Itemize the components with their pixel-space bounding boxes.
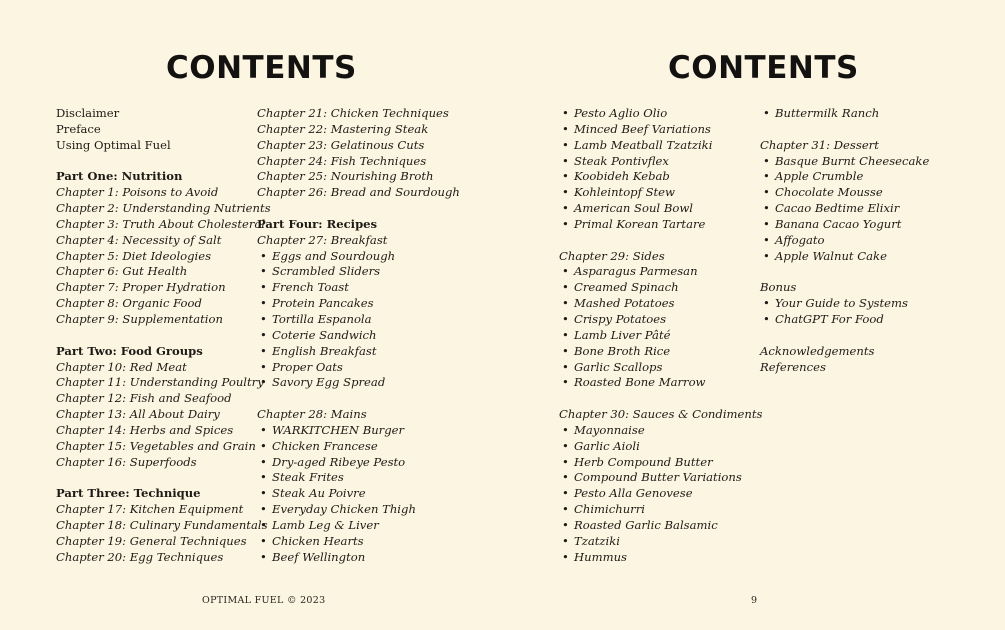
toc-recipe-item: • Eggs and Sourdough: [257, 249, 460, 265]
toc-recipe-item: • Lamb Liver Pâté: [559, 328, 762, 344]
toc-chapter-entry: Chapter 18: Culinary Fundamentals: [56, 517, 268, 532]
toc-recipe-item: • WARKITCHEN Burger: [257, 423, 460, 439]
toc-recipe-item: • Pesto Aglio Olio: [559, 106, 762, 122]
toc-chapter-entry: Chapter 27: Breakfast: [257, 232, 388, 247]
toc-chapter-entry: Chapter 6: Gut Health: [56, 264, 188, 279]
toc-part-heading: Part Two: Food Groups: [56, 343, 203, 358]
toc-recipe-item: • English Breakfast: [257, 344, 460, 360]
toc-chapter-entry: Chapter 5: Diet Ideologies: [56, 248, 212, 263]
toc-recipe-item: • American Soul Bowl: [559, 201, 762, 217]
toc-recipe-item: • Affogato: [760, 233, 929, 249]
toc-recipe-item: • Tortilla Espanola: [257, 312, 460, 328]
spacer: [760, 264, 929, 280]
toc-recipe-item: • Roasted Bone Marrow: [559, 375, 762, 391]
toc-chapter-entry: Acknowledgements: [760, 343, 875, 358]
right-page: [502, 0, 1005, 630]
toc-recipe-item: • Apple Crumble: [760, 169, 929, 185]
toc-recipe-item: • Creamed Spinach: [559, 280, 762, 296]
toc-recipe-item: • Hummus: [559, 550, 762, 566]
page-title: CONTENTS: [668, 50, 859, 86]
toc-recipe-item: • Your Guide to Systems: [760, 296, 929, 312]
toc-recipe-item: • Steak Au Poivre: [257, 486, 460, 502]
toc-chapter-entry: Chapter 21: Chicken Techniques: [257, 106, 449, 120]
toc-recipe-item: • Roasted Garlic Balsamic: [559, 518, 762, 534]
toc-recipe-item: • Compound Butter Variations: [559, 470, 762, 486]
toc-recipe-item: • Dry-aged Ribeye Pesto: [257, 455, 460, 471]
toc-recipe-item: • Steak Pontivflex: [559, 154, 762, 170]
toc-part-heading: Part One: Nutrition: [56, 169, 183, 184]
toc-chapter-entry: Chapter 17: Kitchen Equipment: [56, 502, 244, 517]
toc-chapter-entry: Chapter 9: Supplementation: [56, 311, 223, 326]
toc-part-heading: Part Three: Technique: [56, 486, 201, 501]
toc-chapter-entry: Chapter 8: Organic Food: [56, 296, 202, 311]
toc-recipe-item: • Scrambled Sliders: [257, 264, 460, 280]
toc-recipe-item: • Crispy Potatoes: [559, 312, 762, 328]
toc-recipe-item: • Chicken Hearts: [257, 534, 460, 550]
spacer: [56, 328, 271, 344]
toc-chapter-entry: Chapter 4: Necessity of Salt: [56, 232, 222, 247]
toc-recipe-item: • Mayonnaise: [559, 423, 762, 439]
toc-chapter-entry: Chapter 2: Understanding Nutrients: [56, 201, 271, 216]
toc-recipe-item: • Lamb Meatball Tzatziki: [559, 138, 762, 154]
left-page: [0, 0, 502, 630]
toc-chapter-entry: Chapter 24: Fish Techniques: [257, 153, 427, 168]
toc-recipe-item: • Lamb Leg & Liver: [257, 518, 460, 534]
spacer: [257, 201, 460, 217]
toc-chapter-entry: Chapter 10: Red Meat: [56, 359, 187, 374]
toc-column-left-2: [257, 106, 460, 565]
toc-chapter-entry: Chapter 7: Proper Hydration: [56, 280, 226, 295]
toc-column-left-1: [56, 106, 271, 565]
spacer: [56, 470, 271, 486]
toc-column-right-2: [760, 106, 929, 375]
spacer: [559, 391, 762, 407]
toc-chapter-entry: Chapter 11: Understanding Poultry: [56, 375, 264, 390]
page-title: CONTENTS: [166, 50, 357, 86]
toc-recipe-item: • Garlic Aioli: [559, 439, 762, 455]
spacer: [56, 154, 271, 170]
toc-recipe-item: • Tzatziki: [559, 534, 762, 550]
toc-recipe-item: • French Toast: [257, 280, 460, 296]
toc-part-heading: Part Four: Recipes: [257, 216, 378, 231]
toc-recipe-item: • Banana Cacao Yogurt: [760, 217, 929, 233]
toc-recipe-item: • Everyday Chicken Thigh: [257, 502, 460, 518]
toc-recipe-item: • Primal Korean Tartare: [559, 217, 762, 233]
toc-chapter-entry: Chapter 22: Mastering Steak: [257, 121, 429, 136]
toc-column-right-1: [559, 106, 762, 565]
toc-chapter-entry: Chapter 14: Herbs and Spices: [56, 422, 234, 437]
toc-recipe-item: • Chicken Francese: [257, 439, 460, 455]
footer-copyright: OPTIMAL FUEL © 2023: [202, 595, 326, 606]
toc-chapter-entry: Chapter 19: General Techniques: [56, 533, 247, 548]
toc-chapter-entry: Chapter 15: Vegetables and Grain: [56, 438, 256, 453]
toc-chapter-entry: Chapter 29: Sides: [559, 248, 665, 263]
toc-chapter-entry: Chapter 3: Truth About Cholesterol: [56, 216, 266, 231]
toc-entry: Preface: [56, 121, 101, 136]
toc-chapter-entry: Chapter 23: Gelatinous Cuts: [257, 137, 425, 152]
toc-recipe-item: • Chimichurri: [559, 502, 762, 518]
toc-recipe-item: • Pesto Alla Genovese: [559, 486, 762, 502]
toc-entry: Using Optimal Fuel: [56, 137, 171, 152]
toc-recipe-item: • Koobideh Kebab: [559, 169, 762, 185]
toc-entry: Disclaimer: [56, 106, 120, 120]
toc-recipe-item: • Cacao Bedtime Elixir: [760, 201, 929, 217]
toc-recipe-item: • Mashed Potatoes: [559, 296, 762, 312]
toc-chapter-entry: Chapter 31: Dessert: [760, 137, 879, 152]
toc-recipe-item: • Basque Burnt Cheesecake: [760, 154, 929, 170]
toc-recipe-item: • ChatGPT For Food: [760, 312, 929, 328]
toc-chapter-entry: Chapter 13: All About Dairy: [56, 407, 220, 422]
toc-recipe-item: • Beef Wellington: [257, 550, 460, 566]
toc-recipe-item: • Coterie Sandwich: [257, 328, 460, 344]
toc-chapter-entry: Chapter 20: Egg Techniques: [56, 549, 224, 564]
toc-chapter-entry: Bonus: [760, 280, 797, 295]
toc-chapter-entry: Chapter 25: Nourishing Broth: [257, 169, 434, 184]
toc-recipe-item: • Proper Oats: [257, 360, 460, 376]
spacer: [760, 328, 929, 344]
toc-chapter-entry: Chapter 30: Sauces & Condiments: [559, 407, 763, 422]
toc-recipe-item: • Savory Egg Spread: [257, 375, 460, 391]
page-number: 9: [751, 595, 758, 606]
toc-recipe-item: • Steak Frites: [257, 470, 460, 486]
toc-recipe-item: • Garlic Scallops: [559, 360, 762, 376]
spacer: [760, 122, 929, 138]
toc-chapter-entry: Chapter 26: Bread and Sourdough: [257, 185, 460, 200]
toc-recipe-item: • Minced Beef Variations: [559, 122, 762, 138]
toc-chapter-entry: Chapter 16: Superfoods: [56, 454, 197, 469]
toc-recipe-item: • Kohleintopf Stew: [559, 185, 762, 201]
toc-chapter-entry: Chapter 28: Mains: [257, 407, 367, 422]
toc-recipe-item: • Bone Broth Rice: [559, 344, 762, 360]
toc-chapter-entry: Chapter 12: Fish and Seafood: [56, 391, 232, 406]
toc-recipe-item: • Asparagus Parmesan: [559, 264, 762, 280]
toc-recipe-item: • Chocolate Mousse: [760, 185, 929, 201]
spacer: [559, 233, 762, 249]
spacer: [257, 391, 460, 407]
toc-recipe-item: • Apple Walnut Cake: [760, 249, 929, 265]
toc-chapter-entry: References: [760, 359, 826, 374]
toc-recipe-item: • Protein Pancakes: [257, 296, 460, 312]
toc-chapter-entry: Chapter 1: Poisons to Avoid: [56, 185, 219, 200]
toc-recipe-item: • Herb Compound Butter: [559, 455, 762, 471]
toc-recipe-item: • Buttermilk Ranch: [760, 106, 929, 122]
